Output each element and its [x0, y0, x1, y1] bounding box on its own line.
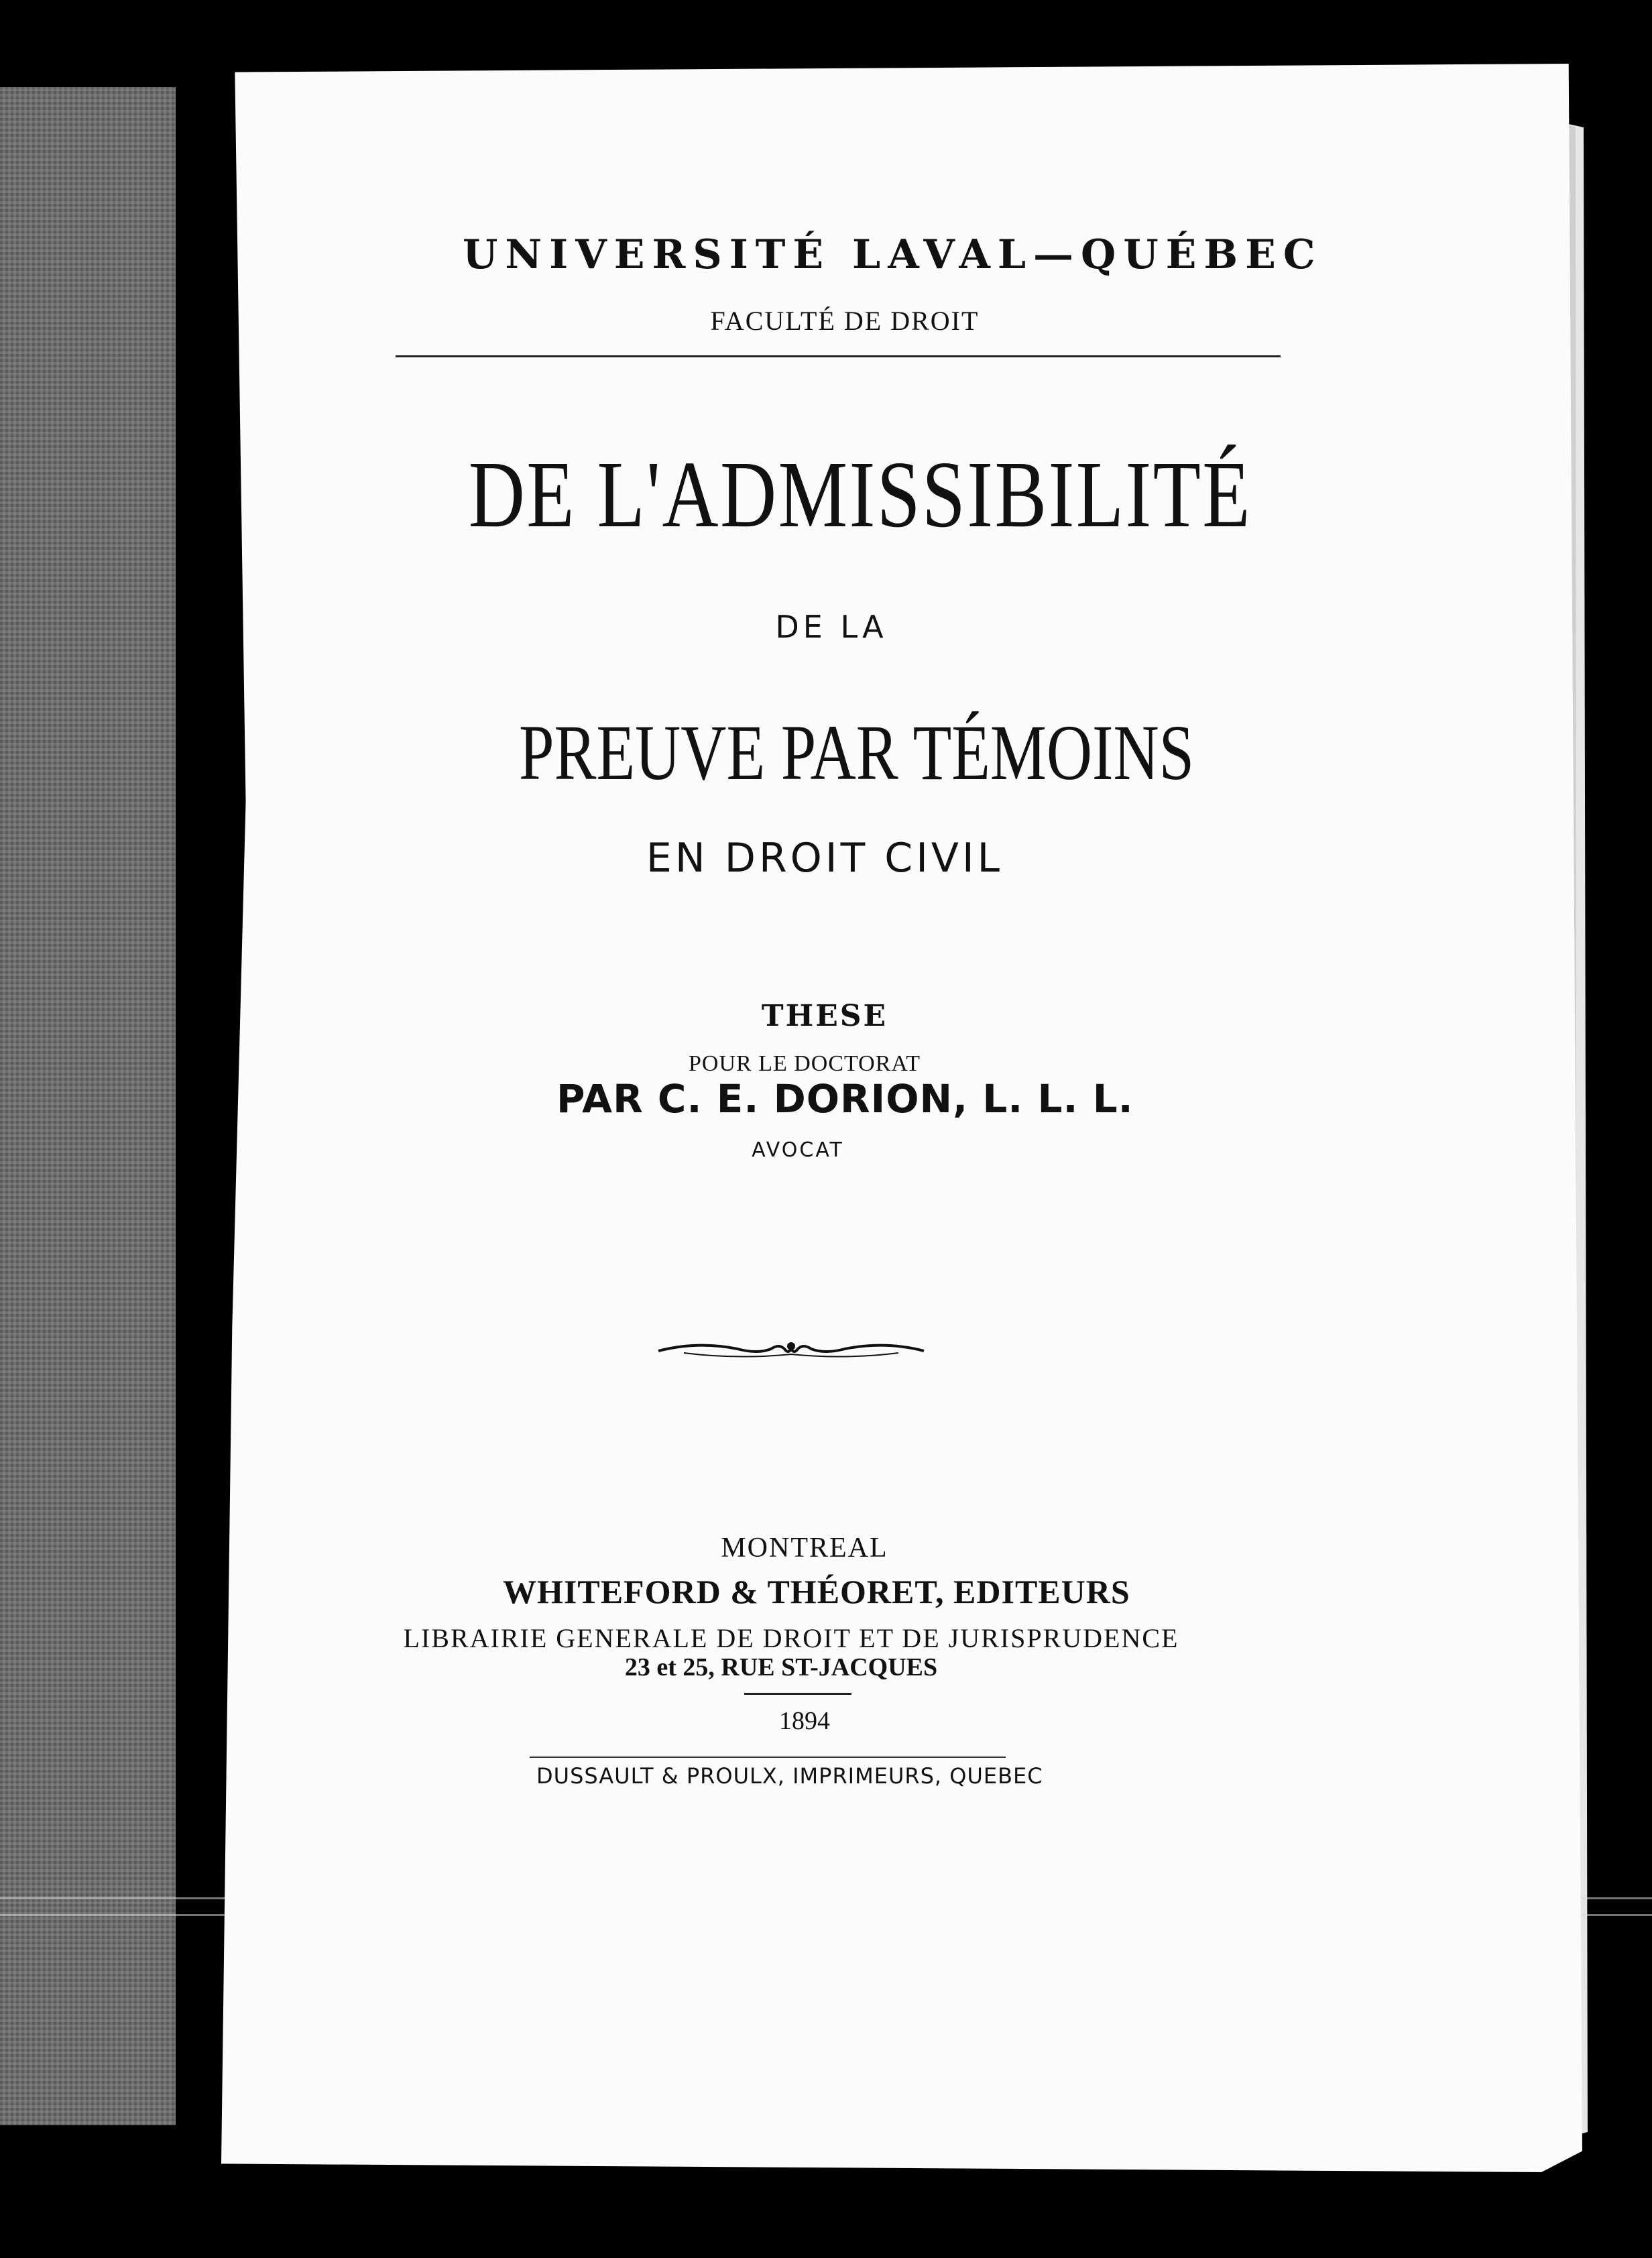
- publisher-name: WHITEFORD & THÉORET, EDITEURS: [503, 1573, 1130, 1610]
- thesis-label: THESE: [761, 999, 888, 1033]
- publisher-library: LIBRAIRIE GENERALE DE DROIT ET DE JURISPRUDENCE: [403, 1623, 1179, 1653]
- faculty-subheading: FACULTÉ DE DROIT: [710, 306, 980, 336]
- publisher-address: 23 et 25, RUE ST-JACQUES: [624, 1653, 938, 1681]
- header-rule: [396, 355, 1281, 357]
- book-cover-cloth: [0, 87, 176, 2125]
- title-secondary: PREUVE PAR TÉMOINS: [519, 709, 1195, 796]
- publication-year: 1894: [779, 1707, 830, 1735]
- author-profession: AVOCAT: [752, 1138, 844, 1162]
- printer-imprint: DUSSAULT & PROULX, IMPRIMEURS, QUEBEC: [536, 1763, 1043, 1789]
- ornament-divider-icon: [657, 1334, 925, 1368]
- printer-rule: [530, 1757, 1006, 1758]
- title-connector: DE LA: [775, 609, 888, 645]
- publisher-city: MONTREAL: [721, 1533, 888, 1563]
- degree-line: POUR LE DOCTORAT: [689, 1051, 921, 1076]
- author-name: PAR C. E. DORION, L. L. L.: [556, 1076, 1134, 1122]
- year-rule: [744, 1693, 851, 1695]
- title-subject: EN DROIT CIVIL: [646, 835, 1004, 882]
- university-heading: UNIVERSITÉ LAVAL—QUÉBEC: [463, 231, 1323, 278]
- title-main: DE L'ADMISSIBILITÉ: [468, 441, 1252, 547]
